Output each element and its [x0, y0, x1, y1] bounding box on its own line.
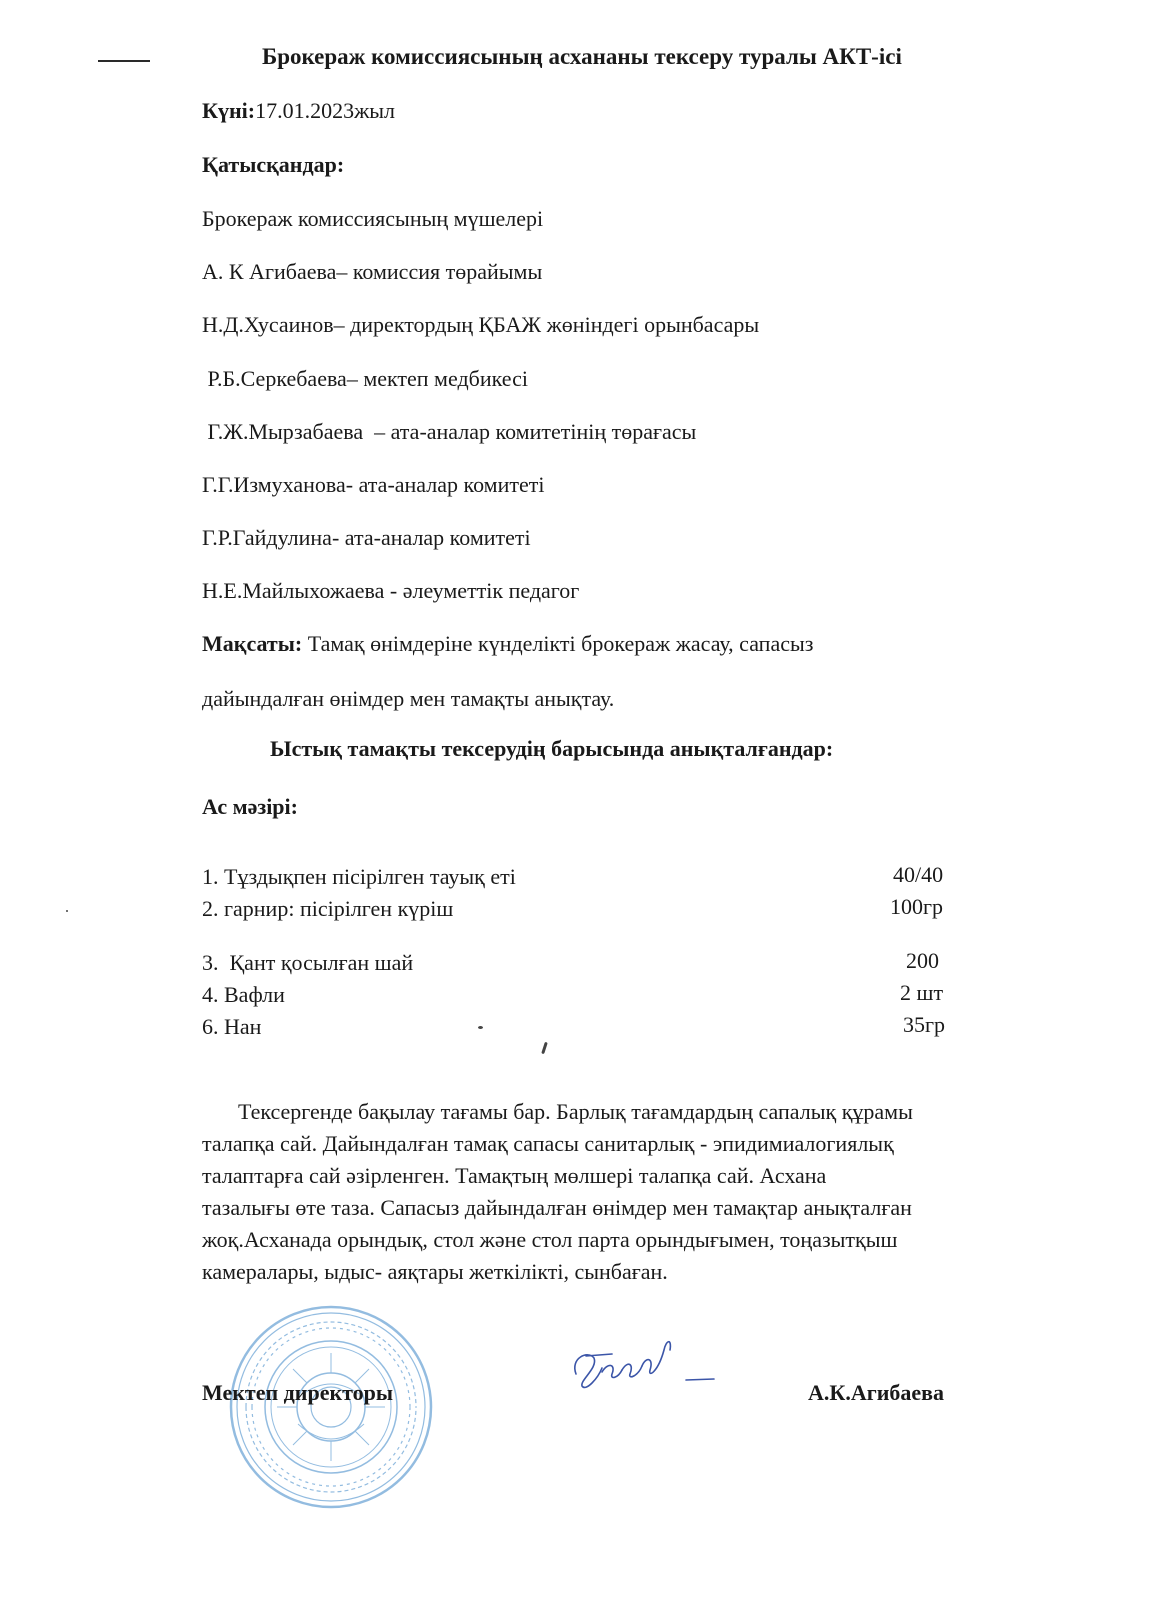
- participant-item: Г.Г.Измуханова- ата-аналар комитеті: [202, 472, 545, 497]
- purpose-line: [202, 631, 813, 657]
- scan-speck: [541, 1042, 548, 1054]
- participant-item: Н.Е.Майлыхожаева - әлеуметтік педагог: [202, 578, 580, 603]
- handwritten-signature: [568, 1328, 718, 1398]
- participant-item: Г.Ж.Мырзабаева – ата-аналар комитетінің төрағасы: [202, 419, 697, 444]
- date-label: Күні:: [202, 98, 256, 123]
- menu-item-qty: 35гр: [903, 1012, 946, 1037]
- signatory-name: А.К.Агибаева: [808, 1380, 945, 1405]
- conclusion-paragraph: [202, 1096, 1052, 1288]
- conclusion-line: камералары, ыдыс- аяқтары жеткілікті, сынбаған.: [202, 1259, 668, 1284]
- conclusion-line: Тексергенде бақылау тағамы бар. Барлық тағамдардың сапалық құрамы: [238, 1099, 913, 1124]
- menu-item-qty: 100гр: [890, 894, 944, 919]
- participant-item: Р.Б.Серкебаева– мектеп медбикесі: [202, 366, 528, 391]
- conclusion-line: талаптарға сай әзірленген. Тамақтың мөлшері талапқа сай. Асхана: [202, 1163, 827, 1188]
- menu-item-name: 4. Вафли: [202, 982, 285, 1007]
- purpose-text: Тамақ өнімдеріне күнделікті брокераж жасау, сапасыз: [302, 631, 814, 656]
- scan-speck: [66, 910, 68, 912]
- document-title: Брокераж комиссиясының асхананы тексеру туралы АКТ-ісі: [262, 44, 902, 69]
- participants-label: Қатысқандар:: [202, 152, 345, 177]
- menu-label: Ас мәзірі:: [202, 794, 298, 819]
- corner-mark: [98, 60, 150, 62]
- menu-item-name: 1. Тұздықпен пісірілген тауық еті: [202, 864, 516, 889]
- purpose-label: Мақсаты:: [202, 631, 303, 656]
- menu-item-name: 3. Қант қосылған шай: [202, 950, 414, 975]
- participant-item: Н.Д.Хусаинов– директордың ҚБАЖ жөніндегі орынбасары: [202, 312, 760, 337]
- purpose-text-continued: дайындалған өнімдер мен тамақты анықтау.: [202, 686, 615, 711]
- conclusion-line: тазалығы өте таза. Сапасыз дайындалған өнімдер мен тамақтар анықталған: [202, 1195, 912, 1220]
- date-value: 17.01.2023жыл: [255, 98, 396, 123]
- findings-heading: Ыстық тамақты тексерудің барысында анықталғандар:: [270, 736, 834, 761]
- conclusion-line: жоқ.Асханада орындық, стол және стол парта орындығымен, тоңазытқыш: [202, 1227, 898, 1252]
- signatory-role: Мектеп директоры: [202, 1380, 394, 1405]
- conclusion-line: талапқа сай. Дайындалған тамақ сапасы санитарлық - эпидимиалогиялық: [202, 1131, 894, 1156]
- scan-speck: [478, 1026, 483, 1029]
- menu-item-qty: 2 шт: [900, 980, 944, 1005]
- participant-item: Г.Р.Гайдулина- ата-аналар комитеті: [202, 525, 531, 550]
- menu-item-name: 2. гарнир: пісірілген күріш: [202, 896, 454, 921]
- date-line: [202, 98, 395, 124]
- participant-item: А. К Агибаева– комиссия төрайымы: [202, 259, 543, 284]
- menu-item-name: 6. Нан: [202, 1014, 262, 1039]
- menu-item-qty: 200: [906, 948, 939, 973]
- official-stamp: [228, 1304, 434, 1510]
- menu-item-qty: 40/40: [893, 862, 944, 887]
- participants-intro: Брокераж комиссиясының мүшелері: [202, 206, 544, 231]
